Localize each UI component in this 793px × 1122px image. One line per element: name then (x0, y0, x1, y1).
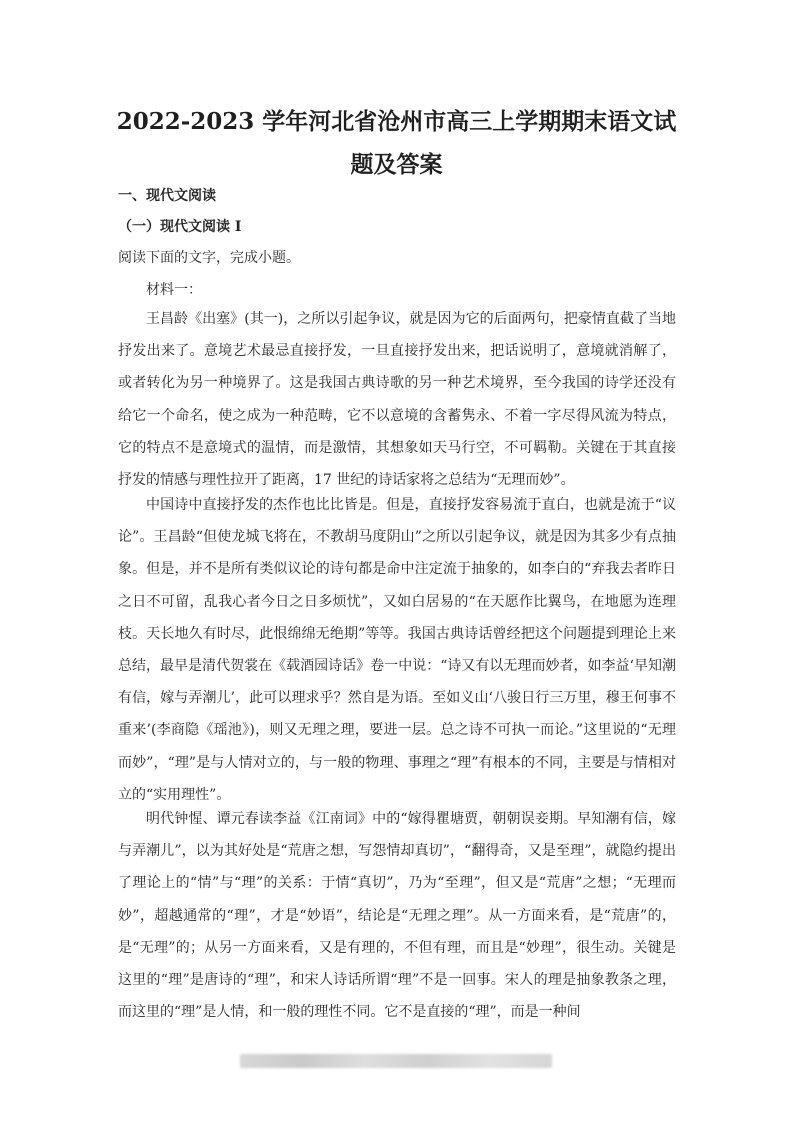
subsection-heading: （一）现代文阅读 I (118, 219, 242, 235)
material-label: 材料一： (146, 282, 202, 298)
document-title: 2022-2023 学年河北省沧州市高三上学期期末语文试题及答案 (116, 108, 677, 178)
paragraph: 明代钟惺、谭元春读李益《江南词》中的“嫁得瞿塘贾，朝朝误妾期。早知潮有信，嫁与弄潮儿”，以为其好处是“荒唐之想，写怨情却真切”，“翻得奇，又是至理”，就隐约提出了理论上的“情”与“理”的关系：于情“真切”，乃为“至理”，但又是“荒唐”之想；“无理而妙”，超越通常的“理”，才是“妙语”，结论是“无理之理”。从一方面来看，是“荒唐”的，是“无理”的；从另一方面来看，又是有理的，不但有理，而且是“妙理”，很生动。关键是这里的“理”是唐诗的“理”，和宋人诗话所谓“理”不是一回事。宋人的理是抽象教条之理，而这里的“理”是人情，和一般的理性不同。它不是直接的“理”，而是一种间 (118, 811, 676, 1021)
blurred-footer-watermark (240, 1054, 552, 1068)
paragraph: 王昌龄《出塞》(其一)，之所以引起争议，就是因为它的后面两句，把豪情直截了当地抒发出来了。意境艺术最忌直接抒发，一旦直接抒发出来，把话说明了，意境就消解了，或者转化为另一种境界了。这是我国古典诗歌的另一种艺术境界，至今我国的诗学还没有给它一个命名，使之成为一种范畴，它不以意境的含蓄隽永、不着一字尽得风流为特点，它的特点不是意境式的温情，而是激情，其想象如天马行空，不可羁勒。关键在于其直接抒发的情感与理性拉开了距离，17 世纪的诗话家将之总结为“无理而妙”。 (118, 311, 676, 489)
instruction-text: 阅读下面的文字，完成小题。 (118, 250, 300, 266)
paragraph: 中国诗中直接抒发的杰作也比比皆是。但是，直接抒发容易流于直白，也就是流于“议论”。王昌龄“但使龙城飞将在，不教胡马度阴山”之所以引起争议，就是因为其多少有点抽象。但是，并不是所有类似议论的诗句都是命中注定流于抽象的，如李白的“弃我去者昨日之日不可留，乱我心者今日之日多烦忧”，又如白居易的“在天愿作比翼鸟，在地愿为连理枝。天长地久有时尽，此恨绵绵无绝期”等等。我国古典诗话曾经把这个问题提到理论上来总结，最早是清代贺裳在《载酒园诗话》卷一中说：“诗又有以无理而妙者，如李益‘早知潮有信，嫁与弄潮儿’，此可以理求乎？然自是为语。至如义山‘八骏日行三万里，穆王何事不重来’(李商隐《瑶池》)，则又无理之理，要进一层。总之诗不可执一而论。”这里说的“无理而妙”，“理”是与人情对立的，与一般的物理、事理之“理”有根本的不同，主要是与情相对立的“实用理性”。 (118, 497, 676, 803)
section-heading: 一、现代文阅读 (118, 188, 216, 204)
